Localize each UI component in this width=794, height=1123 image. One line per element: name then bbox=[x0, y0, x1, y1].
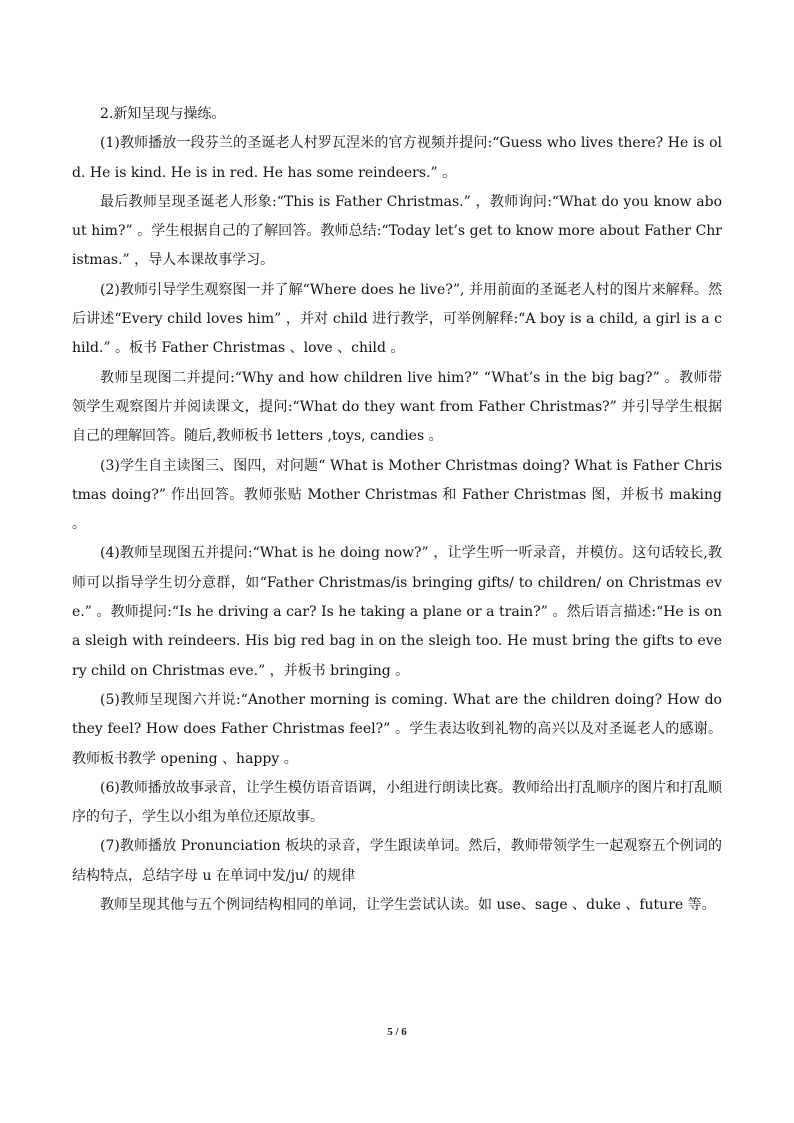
paragraph-father-christmas-intro: 最后教师呈现圣诞老人形象:“This is Father Christmas.” ，教师询问:“What do you know about him?” 。学生根据自己的了解回答。教师总结:“Today let’s get to know more about Father Christmas.” ，导人本课故事学习。 bbox=[72, 193, 722, 269]
document-body bbox=[72, 100, 722, 920]
paragraph-pronunciation: (7)教师播放 Pronunciation 板块的录音，学生跟读单词。然后，教师带领学生一起观察五个例词的结构特点，总结字母 u 在单词中发/ju/ 的规律 bbox=[72, 838, 722, 884]
paragraph-picture-five: (4)教师呈现图五并提问:“What is he doing now?” ，让学生听一听录音，并模仿。这句话较长,教师可以指导学生切分意群，如“Father Christmas/is bringing gifts/ to children/ on Christmas eve.” 。教师提问:“Is he driving a car? Is he taking a plane or a train?” 。然后语言描述:“He is on a sleigh with reindeers. His big red bag in on the sleigh too. He must bring the gifts to every child on Christmas eve.” ，并板书 bringing 。 bbox=[72, 545, 722, 679]
paragraph-story-recording: (6)教师播放故事录音，让学生模仿语音语调，小组进行朗读比赛。教师给出打乱顺序的图片和打乱顺序的句子，学生以小组为单位还原故事。 bbox=[72, 779, 722, 826]
paragraph-picture-one: (2)教师引导学生观察图一并了解“Where does he live?”, 并用前面的圣诞老人村的图片来解释。然后讲述“Every child loves him” ，并对 child 进行教学，可举例解释:“A boy is a child, a girl is a child.” 。板书 Father Christmas 、love 、child 。 bbox=[72, 281, 722, 357]
paragraph-example-words: 教师呈现其他与五个例词结构相同的单词，让学生尝试认读。如 use、sage 、duke 、future 等。 bbox=[100, 897, 716, 914]
paragraph-picture-six: (5)教师呈现图六并说:“Another morning is coming. What are the children doing? How do they feel? How does Father Christmas feel?” 。学生表达收到礼物的高兴以及对圣诞老人的感谢。教师板书教学 opening 、happy 。 bbox=[72, 691, 722, 767]
page-number: 5 / 6 bbox=[387, 1026, 407, 1038]
paragraph-picture-two: 教师呈现图二并提问:“Why and how children live him?” “What’s in the big bag?” 。教师带领学生观察图片并阅读课文，提问:“What do they want from Father Christmas?” 并引导学生根据自己的理解回答。随后,教师板书 letters ,toys, candies 。 bbox=[72, 369, 722, 445]
paragraph-video-intro: (1)教师播放一段芬兰的圣诞老人村罗瓦涅米的官方视频并提问:“Guess who lives there? He is old. He is kind. He is in red. He has some reindeers.” 。 bbox=[72, 135, 722, 181]
paragraph-pictures-three-four: (3)学生自主读图三、图四，对问题“ What is Mother Christmas doing? What is Father Christmas doing?” 作出回答。教师张贴 Mother Christmas 和 Father Christmas 图，并板书 making 。 bbox=[72, 457, 722, 533]
section-heading: 2.新知呈现与操练。 bbox=[100, 106, 226, 122]
